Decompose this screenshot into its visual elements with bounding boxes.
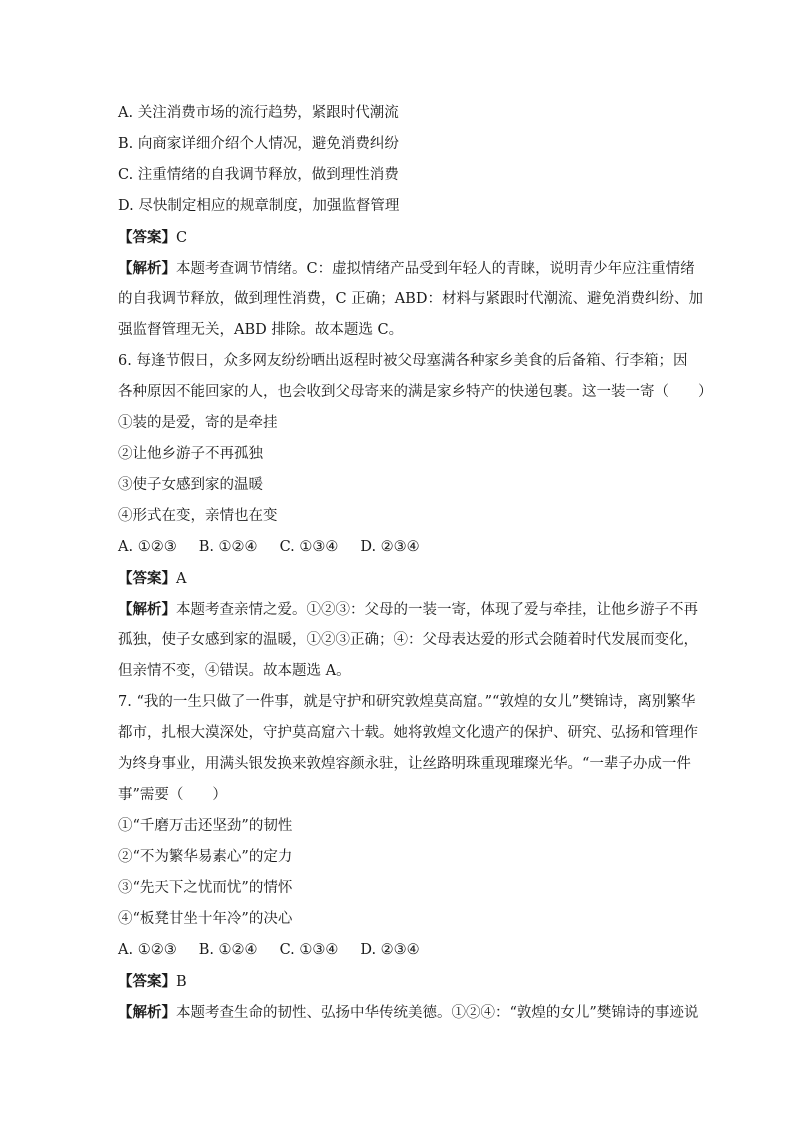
q6-choice-a: A. ①②③ xyxy=(118,539,177,555)
q6-statement-4: ④形式在变，亲情也在变 xyxy=(118,508,278,524)
q6-analysis-line-1 xyxy=(118,594,698,625)
q6-analysis-line-2: 孤独，使子女感到家的温暖，①②③正确；④：父母表达爱的形式会随着时代发展而变化， xyxy=(118,632,698,648)
q7-analysis-tag: 【解析】 xyxy=(118,1004,176,1021)
document-page xyxy=(118,98,713,1028)
q5-analysis-text-1: 本题考查调节情绪。C：虚拟情绪产品受到年轻人的青睐，说明青少年应注重情绪 xyxy=(176,261,695,277)
q6-stem-line-1: 6. 每逢节假日，众多网友纷纷晒出返程时被父母塞满各种家乡美食的后备箱、行李箱；因 xyxy=(118,353,688,369)
q5-option-a: A. 关注消费市场的流行趋势，紧跟时代潮流 xyxy=(118,105,399,121)
q7-statements xyxy=(118,811,678,935)
q7-answer-tag: 【答案】 xyxy=(118,973,176,990)
q6-analysis xyxy=(118,594,698,687)
q6-choice-b: B. ①②④ xyxy=(198,539,258,555)
q7-statement-3: ③“先天下之忧而忧”的情怀 xyxy=(118,880,293,896)
q5-option-c: C. 注重情绪的自我调节释放，做到理性消费 xyxy=(118,167,399,183)
q6-choice-c: C. ①③④ xyxy=(279,539,339,555)
q7-stem-line-4: 事”需要（ ） xyxy=(118,787,227,803)
q7-analysis-line-1 xyxy=(118,997,699,1028)
q5-options xyxy=(118,98,678,222)
q7-stem-line-2: 都市，扎根大漠深处，守护莫高窟六十载。她将敦煌文化遗产的保护、研究、弘扬和管理作 xyxy=(118,725,698,741)
q6-analysis-tag: 【解析】 xyxy=(118,601,176,618)
q6-stem xyxy=(118,346,713,408)
q7-choice-c: C. ①③④ xyxy=(279,942,339,958)
q5-analysis-line-3: 强监督管理无关，ABD 排除。故本题选 C。 xyxy=(118,322,404,338)
q7-answer-value: B xyxy=(176,974,187,990)
q5-option-d: D. 尽快制定相应的规章制度，加强监督管理 xyxy=(118,198,400,214)
q5-analysis-line-2: 的自我调节释放，做到理性消费，C 正确；ABD：材料与紧跟时代潮流、避免消费纠纷、加 xyxy=(118,291,703,307)
q6-answer-value: A xyxy=(176,571,187,587)
q6-statement-2: ②让他乡游子不再孤独 xyxy=(118,446,263,462)
q7-stem-line-3: 为终身事业，用满头银发换来敦煌容颜永驻，让丝路明珠重现璀璨光华。“一辈子办成一件 xyxy=(118,756,691,772)
q6-choice-d: D. ②③④ xyxy=(360,539,420,555)
q6-analysis-line-3: 但亲情不变，④错误。故本题选 A。 xyxy=(118,663,351,679)
q6-statements xyxy=(118,408,678,532)
q7-stem-line-1: 7. “我的一生只做了一件事，就是守护和研究敦煌莫高窟。”“敦煌的女儿”樊锦诗，离别繁华 xyxy=(118,694,696,710)
q7-statement-4: ④“板凳甘坐十年冷”的决心 xyxy=(118,911,293,927)
q5-answer-value: C xyxy=(176,230,188,246)
q5-answer-tag: 【答案】 xyxy=(118,229,176,246)
q7-analysis-text-1: 本题考查生命的韧性、弘扬中华传统美德。①②④：“敦煌的女儿”樊锦诗的事迹说 xyxy=(176,1005,699,1021)
q6-stem-line-2: 各种原因不能回家的人，也会收到父母寄来的满是家乡特产的快递包裹。这一装一寄（ ） xyxy=(118,384,713,400)
q7-stem xyxy=(118,687,698,811)
q6-answer xyxy=(118,563,678,594)
q6-analysis-text-1: 本题考查亲情之爱。①②③：父母的一装一寄，体现了爱与牵挂，让他乡游子不再 xyxy=(176,602,698,618)
q6-statement-3: ③使子女感到家的温暖 xyxy=(118,477,263,493)
q7-choice-a: A. ①②③ xyxy=(118,942,177,958)
q6-choices xyxy=(118,532,678,563)
q5-analysis-tag: 【解析】 xyxy=(118,260,176,277)
q6-statement-1: ①装的是爱，寄的是牵挂 xyxy=(118,415,278,431)
q5-answer xyxy=(118,222,678,253)
q6-answer-tag: 【答案】 xyxy=(118,570,176,587)
q5-option-b: B. 向商家详细介绍个人情况，避免消费纠纷 xyxy=(118,136,399,152)
q7-statement-1: ①“千磨万击还坚劲”的韧性 xyxy=(118,818,293,834)
q7-choice-b: B. ①②④ xyxy=(198,942,258,958)
q7-answer xyxy=(118,966,678,997)
q5-analysis xyxy=(118,253,703,346)
q5-analysis-line-1 xyxy=(118,253,695,284)
q7-choice-d: D. ②③④ xyxy=(360,942,420,958)
q7-analysis xyxy=(118,997,699,1028)
q7-statement-2: ②“不为繁华易素心”的定力 xyxy=(118,849,293,865)
q7-choices xyxy=(118,935,678,966)
